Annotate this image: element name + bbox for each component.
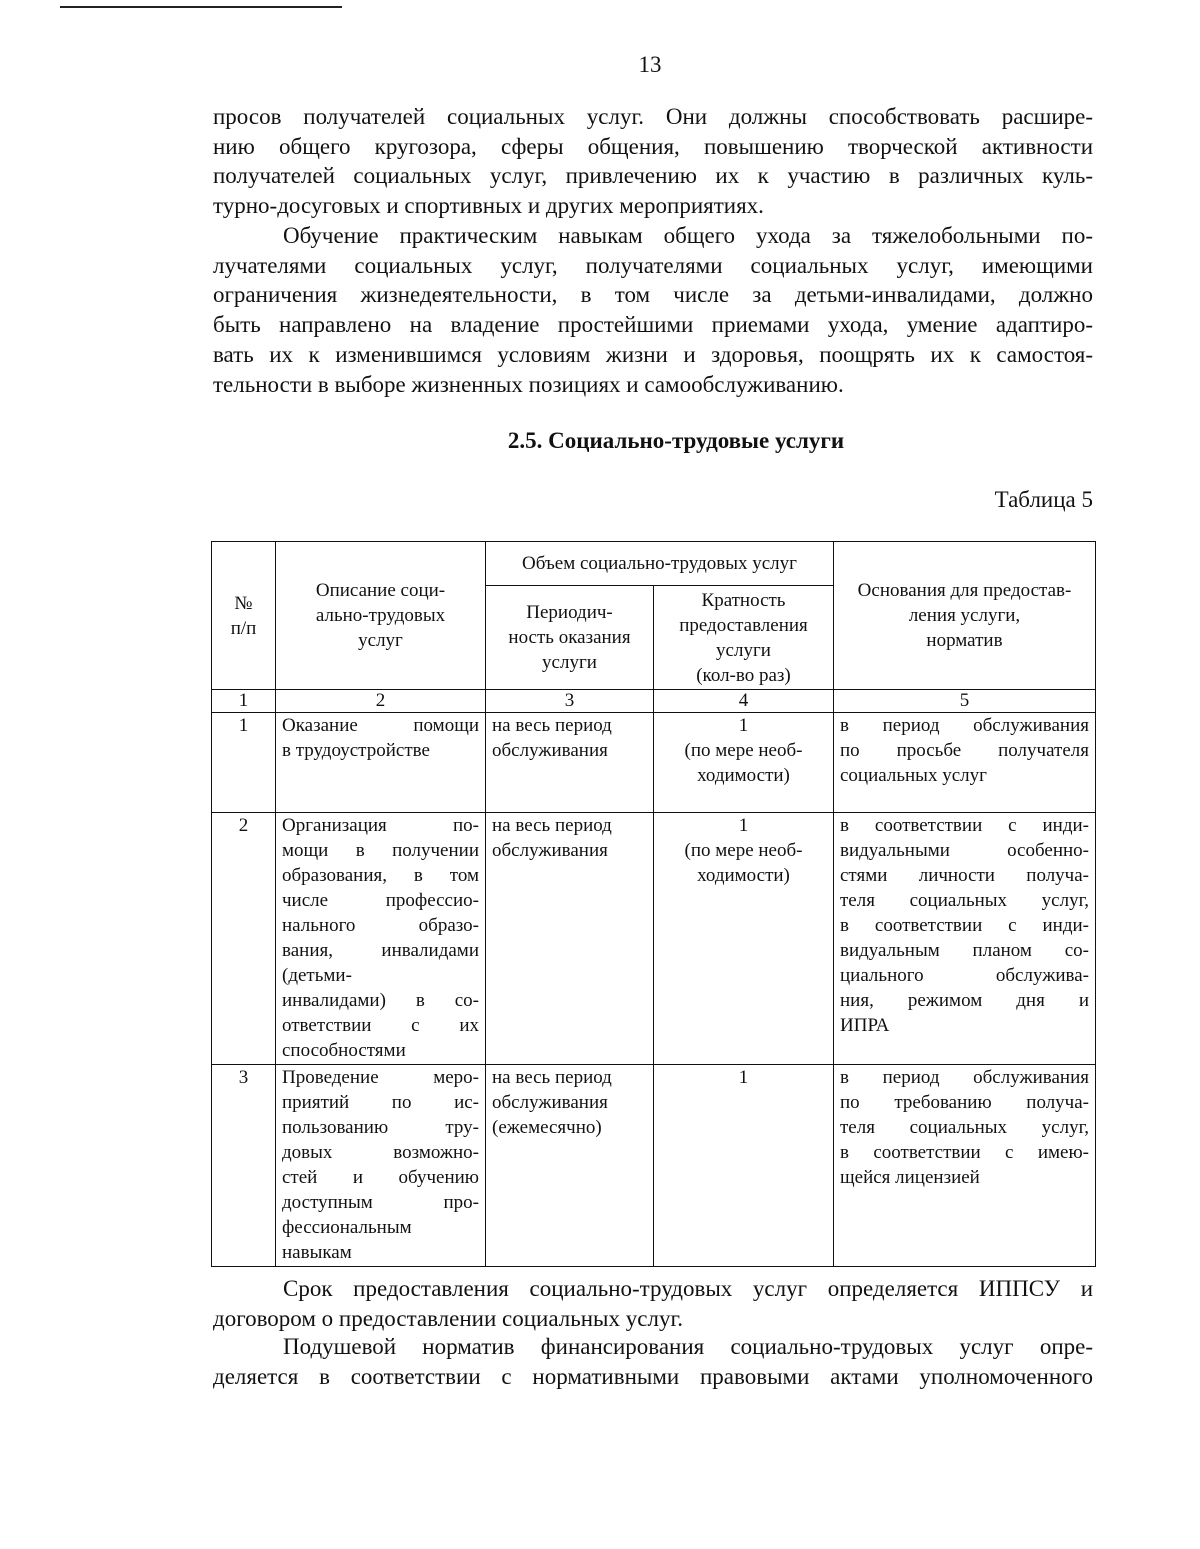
column-number: 1 bbox=[212, 690, 276, 713]
header-text: Кратность bbox=[701, 589, 786, 611]
header-text: ления услуги, bbox=[908, 605, 1021, 626]
paragraph-after-table-1 bbox=[213, 1274, 1093, 1333]
cell-line: обслуживания bbox=[492, 740, 608, 761]
cell-line: (по мере необ- bbox=[684, 740, 803, 761]
cell-line: пользованию тру- bbox=[282, 1117, 479, 1138]
row-periodicity bbox=[486, 813, 654, 1065]
text-line: тельности в выборе жизненных позициях и самообслуживанию. bbox=[213, 371, 844, 397]
row-num: 3 bbox=[212, 1065, 276, 1267]
cell-line: теля социальных услуг, bbox=[840, 890, 1089, 911]
cell-line: в соответствии с инди- bbox=[840, 815, 1089, 836]
text-line: Подушевой норматив финансирования социально-трудовых услуг опре- bbox=[283, 1334, 1093, 1359]
row-periodicity bbox=[486, 713, 654, 813]
header-frequency bbox=[654, 586, 834, 690]
header-num bbox=[212, 542, 276, 690]
row-description bbox=[276, 713, 486, 813]
cell-line: (ежемесячно) bbox=[492, 1117, 602, 1138]
cell-line: ответствии с их bbox=[282, 1015, 479, 1036]
cell-line: Организация по- bbox=[282, 815, 479, 836]
header-text: услуг bbox=[358, 630, 403, 651]
cell-line: ходимости) bbox=[697, 865, 790, 886]
paragraph-1 bbox=[213, 102, 1093, 221]
text-line: вать их к изменившимся условиям жизни и здоровья, поощрять их к самостоя- bbox=[213, 341, 1093, 367]
column-number: 4 bbox=[654, 690, 834, 713]
header-text: ально-трудовых bbox=[315, 605, 446, 626]
text-line: получателей социальных услуг, привлечению их к участию в различных куль- bbox=[213, 163, 1093, 189]
cell-line: Проведение меро- bbox=[282, 1067, 479, 1088]
cell-line: фессиональным bbox=[282, 1217, 412, 1238]
cell-line: инвалидами) в со- bbox=[282, 990, 479, 1011]
cell-line: в соответствии с инди- bbox=[840, 915, 1089, 936]
cell-line: обслуживания bbox=[492, 840, 608, 861]
row-basis bbox=[834, 813, 1096, 1065]
text-line: Обучение практическим навыкам общего ухода за тяжелобольными по- bbox=[283, 223, 1093, 248]
cell-line: доступным про- bbox=[282, 1192, 479, 1213]
text-line: ограничения жизнедеятельности, в том числе за детьми-инвалидами, должно bbox=[213, 282, 1093, 308]
header-volume: Объем социально-трудовых услуг bbox=[486, 542, 834, 586]
cell-line: 1 bbox=[738, 815, 749, 836]
cell-line: в период обслуживания bbox=[840, 715, 1089, 736]
cell-line: Оказание помощи bbox=[282, 715, 479, 736]
header-text: № bbox=[234, 592, 253, 614]
page-number: 13 bbox=[638, 52, 662, 77]
cell-line: мощи в получении bbox=[282, 840, 479, 861]
cell-line: вания, инвалидами bbox=[282, 940, 479, 961]
top-rule bbox=[60, 6, 342, 8]
header-text: предоставления bbox=[679, 614, 808, 636]
cell-line: довых возможно- bbox=[282, 1142, 479, 1163]
text-line: деляется в соответствии с нормативными правовыми актами уполномоченного bbox=[213, 1363, 1093, 1389]
column-number-row bbox=[212, 690, 1096, 713]
table-label: Таблица 5 bbox=[994, 487, 1093, 512]
section-heading: 2.5. Социально-трудовые услуги bbox=[507, 428, 845, 453]
row-num: 1 bbox=[212, 713, 276, 813]
cell-line: (детьми- bbox=[282, 965, 352, 986]
column-number: 2 bbox=[276, 690, 486, 713]
cell-line: щейся лицензией bbox=[840, 1167, 980, 1188]
row-basis bbox=[834, 713, 1096, 813]
cell-line: социальных услуг bbox=[840, 765, 987, 786]
cell-line: ния, режимом дня и bbox=[840, 990, 1089, 1011]
row-basis bbox=[834, 1065, 1096, 1267]
cell-line: видуальным планом со- bbox=[840, 940, 1089, 961]
cell-line: числе профессио- bbox=[282, 890, 479, 911]
cell-line: ИПРА bbox=[840, 1015, 890, 1036]
cell-line: по требованию получа- bbox=[840, 1092, 1089, 1113]
text-line: Срок предоставления социально-трудовых услуг определяется ИППСУ и bbox=[283, 1276, 1093, 1301]
cell-line: в трудоустройстве bbox=[282, 740, 430, 761]
cell-line: стями личности получа- bbox=[840, 865, 1089, 886]
cell-line: циального обслужива- bbox=[840, 965, 1089, 986]
row-frequency bbox=[654, 713, 834, 813]
cell-line: нального образо- bbox=[282, 915, 479, 936]
header-text: Периодич- bbox=[526, 602, 613, 623]
row-num: 2 bbox=[212, 813, 276, 1065]
text-line: нию общего кругозора, сферы общения, повышению творческой активности bbox=[213, 133, 1093, 159]
services-table bbox=[211, 541, 1096, 1267]
text-line: договором о предоставлении социальных услуг. bbox=[213, 1305, 684, 1331]
cell-line: на весь период bbox=[492, 1067, 612, 1088]
cell-line: образования, в том bbox=[282, 865, 479, 886]
cell-line: на весь период bbox=[492, 815, 612, 836]
cell-line: теля социальных услуг, bbox=[840, 1117, 1089, 1138]
table-row bbox=[212, 813, 1096, 1065]
text-line: турно-досуговых и спортивных и других мероприятиях. bbox=[213, 193, 764, 219]
column-number: 5 bbox=[834, 690, 1096, 713]
table-row bbox=[212, 1065, 1096, 1267]
table-row bbox=[212, 713, 1096, 813]
cell-line: в период обслуживания bbox=[840, 1067, 1089, 1088]
header-text: услуги bbox=[716, 639, 771, 661]
cell-line: видуальными особенно- bbox=[840, 840, 1089, 861]
text-line: просов получателей социальных услуг. Они должны способствовать расшире- bbox=[213, 104, 1093, 129]
header-text: п/п bbox=[230, 617, 257, 639]
row-description bbox=[276, 1065, 486, 1267]
text-line: быть направлено на владение простейшими приемами ухода, умение адаптиро- bbox=[213, 312, 1093, 338]
row-frequency bbox=[654, 1065, 834, 1267]
cell-line: навыкам bbox=[282, 1242, 352, 1263]
cell-line: ходимости) bbox=[697, 765, 790, 786]
header-periodicity bbox=[486, 586, 654, 690]
header-text: (кол-во раз) bbox=[696, 664, 791, 686]
header-text: ность оказания bbox=[508, 627, 631, 648]
cell-line: 1 bbox=[738, 715, 749, 736]
row-periodicity bbox=[486, 1065, 654, 1267]
header-text: Основания для предостав- bbox=[857, 580, 1072, 601]
column-number: 3 bbox=[486, 690, 654, 713]
cell-line: в соответствии с имею- bbox=[840, 1142, 1089, 1163]
cell-line: по просьбе получателя bbox=[840, 740, 1089, 761]
header-basis bbox=[834, 542, 1096, 690]
header-text: норматив bbox=[926, 630, 1003, 651]
header-description bbox=[276, 542, 486, 690]
cell-line: приятий по ис- bbox=[282, 1092, 479, 1113]
cell-line: стей и обучению bbox=[282, 1167, 479, 1188]
header-text: Описание соци- bbox=[315, 580, 446, 601]
text-line: лучателями социальных услуг, получателями социальных услуг, имеющими bbox=[213, 252, 1093, 278]
cell-line: 1 bbox=[738, 1067, 749, 1088]
cell-line: (по мере необ- bbox=[684, 840, 803, 861]
header-text: услуги bbox=[542, 652, 597, 673]
row-description bbox=[276, 813, 486, 1065]
row-frequency bbox=[654, 813, 834, 1065]
cell-line: обслуживания bbox=[492, 1092, 608, 1113]
paragraph-after-table-2 bbox=[213, 1332, 1093, 1391]
paragraph-2 bbox=[213, 221, 1093, 399]
cell-line: на весь период bbox=[492, 715, 612, 736]
cell-line: способностями bbox=[282, 1040, 406, 1061]
